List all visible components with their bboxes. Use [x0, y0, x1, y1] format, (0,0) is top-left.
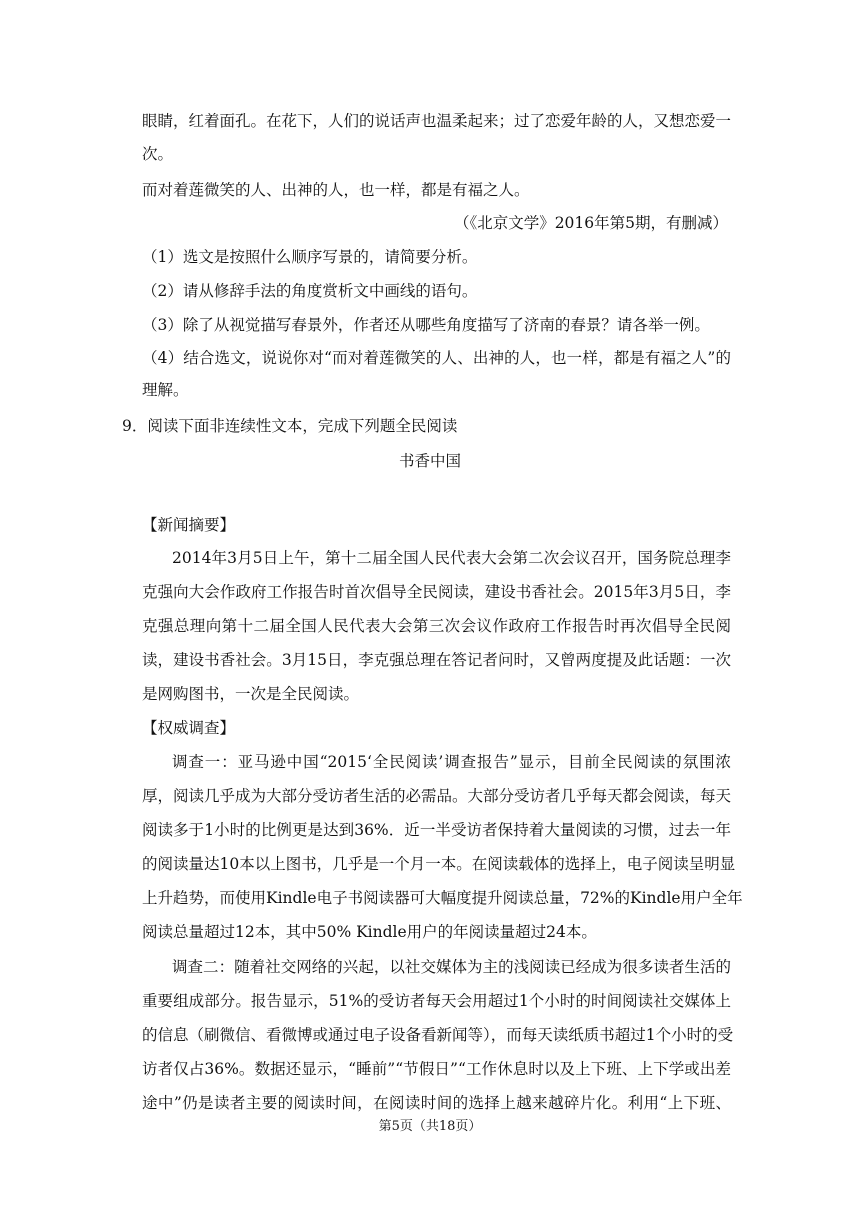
passage-line: 而对着莲微笑的人、出神的人，也一样，都是有福之人。: [142, 181, 530, 199]
question-8-4: （4）结合选文，说说你对“而对着莲微笑的人、出神的人，也一样，都是有福之人”的: [142, 349, 731, 367]
survey-2-line: 的信息（刷微信、看微博或通过电子设备看新闻等），而每天读纸质书超过1个小时的受: [142, 1026, 734, 1044]
news-line: 是网购图书，一次是全民阅读。: [142, 685, 360, 703]
news-line: 克强总理向第十二届全国人民代表大会第三次会议作政府工作报告时再次倡导全民阅: [142, 617, 731, 635]
survey-1-line: 阅读多于1小时的比例更是达到36%．近一半受访者保持着大量阅读的习惯，过去一年: [142, 821, 731, 839]
question-8-3: （3）除了从视觉描写春景外，作者还从哪些角度描写了济南的春景？请各举一例。: [142, 316, 710, 334]
news-line: 2014年3月5日上午，第十二届全国人民代表大会第二次会议召开，国务院总理李: [172, 549, 731, 567]
news-heading: 【新闻摘要】: [142, 516, 236, 534]
passage-line: 次。: [142, 145, 174, 163]
news-line: 克强向大会作政府工作报告时首次倡导全民阅读，建设书香社会。2015年3月5日，李: [142, 583, 731, 601]
passage-source: （《北京文学》2016年第5期，有删减）: [453, 214, 728, 232]
survey-2-line: 重要组成部分。报告显示，51%的受访者每天会用超过1个小时的时间阅读社交媒体上: [142, 992, 731, 1010]
survey-2-line: 途中”仍是读者主要的阅读时间，在阅读时间的选择上越来越碎片化。利用“上下班、: [142, 1094, 731, 1112]
survey-1-line: 上升趋势，而使用Kindle电子书阅读器可大幅度提升阅读总量，72%的Kindle用户全年: [142, 889, 743, 907]
text-title: 书香中国: [398, 452, 461, 470]
news-line: 读，建设书香社会。3月15日，李克强总理在答记者问时，又曾两度提及此话题：一次: [142, 651, 731, 669]
survey-1-line: 调查一：亚马逊中国“2015‘全民阅读’调查报告”显示，目前全民阅读的氛围浓: [172, 753, 731, 771]
question-9-stem: 9．阅读下面非连续性文本，完成下列题全民阅读: [122, 417, 458, 435]
survey-1-line: 的阅读量达10本以上图书，几乎是一个月一本。在阅读载体的选择上，电子阅读呈明显: [142, 855, 736, 873]
passage-line: 眼睛，红着面孔。在花下，人们的说话声也温柔起来；过了恋爱年龄的人，又想恋爱一: [142, 112, 732, 130]
survey-2-line: 访者仅占36%。数据还显示，“睡前”“节假日”“工作休息时以及上下班、上下学或出差: [142, 1060, 731, 1078]
question-8-1: （1）选文是按照什么顺序写景的，请简要分析。: [142, 248, 478, 266]
question-8-2: （2）请从修辞手法的角度赏析文中画线的语句。: [142, 282, 478, 300]
survey-1-line: 厚，阅读几乎成为大部分受访者生活的必需品。大部分受访者几乎每天都会阅读，每天: [142, 787, 732, 805]
question-8-4-cont: 理解。: [142, 381, 189, 399]
survey-2-line: 调查二：随着社交网络的兴起，以社交媒体为主的浅阅读已经成为很多读者生活的: [172, 958, 731, 976]
survey-1-line: 阅读总量超过12本，其中50% Kindle用户的年阅读量超过24本。: [142, 923, 597, 941]
page-footer: 第5页（共18页）: [378, 1119, 482, 1134]
survey-heading: 【权威调查】: [142, 719, 236, 737]
